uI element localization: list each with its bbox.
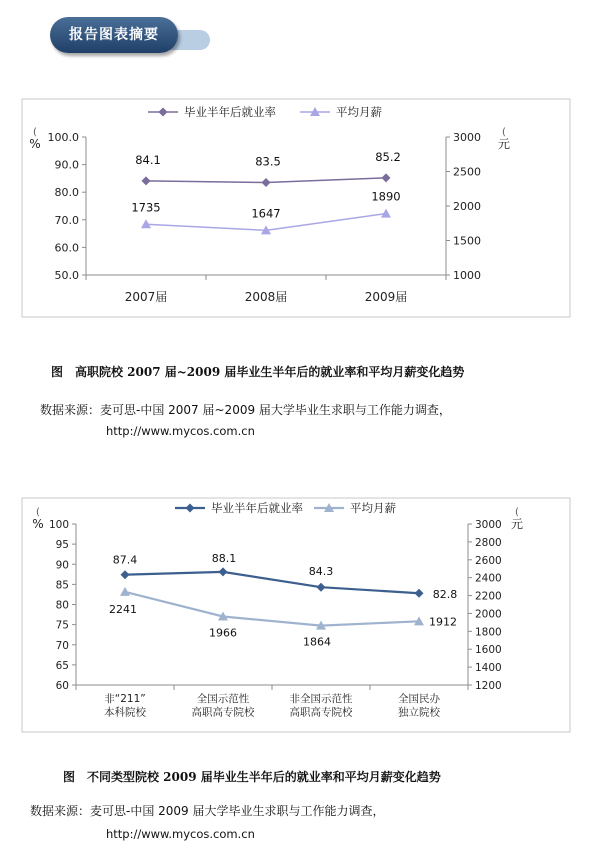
y2-tick-label: 1400: [475, 662, 502, 675]
unit-bracket: (: [33, 127, 37, 138]
data-label: 1966: [209, 626, 237, 640]
data-label: 87.4: [112, 553, 138, 567]
data-label: 85.2: [375, 149, 401, 164]
legend-label: 毕业半年后就业率: [211, 501, 303, 515]
data-point: [219, 567, 228, 576]
figure1-source: 数据来源：麦可思-中国 2007 届~2009 届大学毕业生求职与工作能力调查，: [40, 403, 451, 417]
y-tick-label: 75: [55, 619, 69, 632]
y2-tick-label: 2200: [475, 590, 502, 603]
y2-tick-label: 2400: [475, 572, 502, 585]
data-point: [120, 587, 130, 596]
legend-label: 毕业半年后就业率: [184, 105, 276, 119]
figure1-url: http://www.mycos.com.cn: [106, 424, 255, 438]
employment-salary-trend-chart: [0, 95, 592, 320]
data-point: [262, 178, 271, 187]
y-tick-label: 80: [55, 599, 69, 612]
data-point: [381, 209, 391, 218]
legend-label: 平均月薪: [350, 501, 396, 515]
figure2-url: http://www.mycos.com.cn: [106, 827, 255, 841]
y-axis-unit-label: %: [29, 137, 41, 151]
unit-bracket: (: [502, 127, 506, 138]
y-tick-label: 60.0: [54, 241, 79, 255]
y-tick-label: 70.0: [54, 213, 79, 227]
figure1-caption: 图 高职院校 2007 届~2009 届毕业生半年后的就业率和平均月薪变化趋势: [51, 365, 465, 379]
data-label: 1912: [429, 615, 457, 629]
section-badge-label: 报告图表摘要: [69, 27, 159, 43]
y2-tick-label: 2800: [475, 536, 502, 549]
data-label: 2241: [109, 602, 137, 616]
y-tick-label: 60: [55, 680, 69, 692]
x-tick-label: 2007届: [124, 290, 168, 304]
figure2-caption: 图 不同类型院校 2009 届毕业生半年后的就业率和平均月薪变化趋势: [63, 770, 441, 784]
data-label: 84.3: [308, 565, 334, 579]
data-label: 1647: [251, 206, 281, 221]
x-tick-label: 全国民办独立院校: [398, 693, 440, 719]
data-point: [382, 173, 391, 182]
y-tick-label: 85: [55, 579, 69, 592]
y-tick-label: 50.0: [54, 269, 79, 282]
data-point: [121, 570, 130, 579]
y2-tick-label: 1500: [453, 234, 481, 248]
data-label: 1864: [303, 635, 331, 649]
legend-marker: [186, 504, 195, 513]
legend-marker: [159, 108, 168, 117]
institution-type-comparison-chart: [0, 495, 592, 735]
data-label: 84.1: [135, 152, 161, 167]
data-label: 82.8: [432, 588, 458, 602]
y2-tick-label: 3000: [453, 131, 481, 144]
unit-bracket: (: [515, 507, 519, 518]
x-tick-label: 非“211”本科院校: [104, 693, 146, 719]
y-tick-label: 65: [55, 659, 69, 672]
y-tick-label: 100: [48, 519, 69, 531]
legend-label: 平均月薪: [336, 105, 382, 119]
unit-bracket: (: [36, 507, 40, 518]
y2-tick-label: 2500: [453, 165, 481, 179]
series-line: [125, 592, 419, 626]
x-tick-label: 非全国示范性高职高专院校: [289, 693, 353, 719]
y2-tick-label: 1200: [475, 680, 502, 692]
y2-axis-unit-label: 元: [497, 137, 511, 151]
series-line: [125, 572, 419, 593]
x-tick-label: 2008届: [244, 290, 288, 304]
data-point: [142, 176, 151, 185]
y-axis-unit-label: %: [32, 517, 44, 531]
data-label: 1890: [371, 189, 401, 204]
y2-tick-label: 2600: [475, 554, 502, 567]
y-tick-label: 90: [55, 559, 69, 572]
y2-tick-label: 2000: [475, 608, 502, 621]
x-tick-label: 2009届: [364, 290, 408, 304]
figure2-source: 数据来源：麦可思-中国 2009 届大学毕业生求职与工作能力调查，: [30, 804, 385, 818]
y2-tick-label: 1600: [475, 644, 502, 657]
y-tick-label: 80.0: [54, 186, 79, 200]
y2-tick-label: 1800: [475, 626, 502, 639]
data-label: 88.1: [211, 551, 237, 565]
y-tick-label: 90.0: [54, 158, 79, 172]
chart-frame: [22, 99, 570, 317]
y2-tick-label: 3000: [475, 519, 502, 531]
y2-axis-unit-label: 元: [510, 517, 524, 531]
data-point: [317, 583, 326, 592]
y-tick-label: 100.0: [47, 131, 79, 144]
x-tick-label: 全国示范性高职高专院校: [191, 693, 255, 719]
y-tick-label: 70: [55, 639, 69, 652]
data-point: [415, 589, 424, 598]
y-tick-label: 95: [55, 539, 69, 552]
data-label: 1735: [131, 200, 161, 215]
section-badge: [50, 17, 178, 53]
y2-tick-label: 1000: [453, 269, 481, 282]
data-label: 83.5: [255, 154, 281, 169]
y2-tick-label: 2000: [453, 200, 481, 213]
